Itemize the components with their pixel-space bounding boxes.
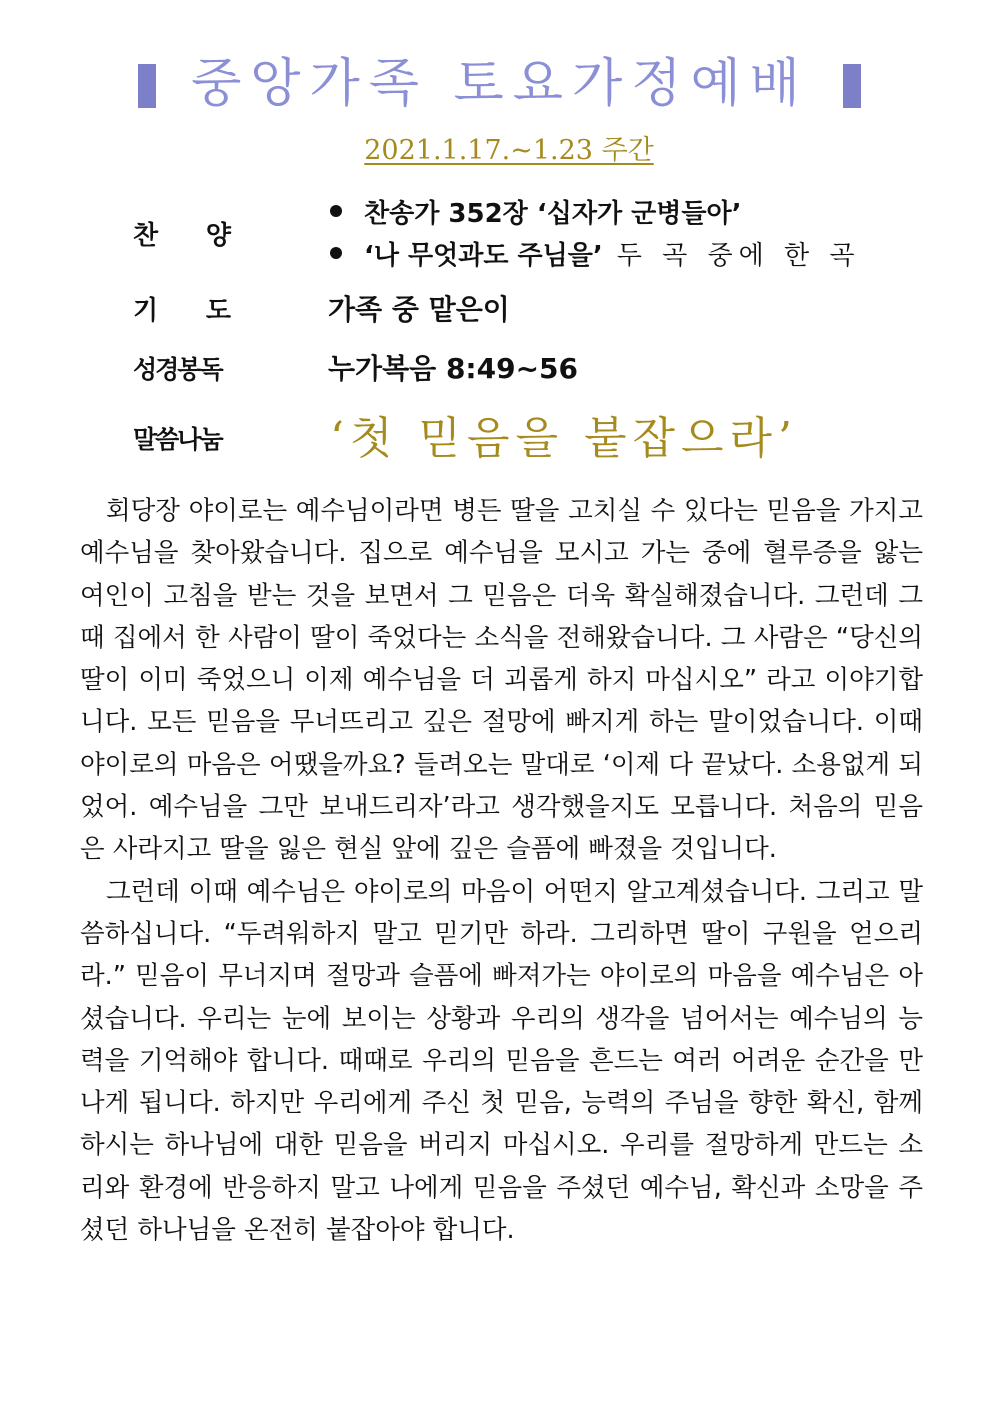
hymn-label-char-1: 찬	[133, 221, 159, 251]
hymn-title: ‘나 무엇과도 주님을’	[364, 240, 603, 271]
body-paragraph: 그런데 이때 예수님은 야이로의 마음이 어떤지 알고계셨습니다. 그리고 말씀하십니다. “두려워하지 말고 믿기만 하라. 그리하면 딸이 구원을 얻으리라.” 믿음이 무너지며 절망과 슬픔에 빠져가는 야이로의 마음을 예수님은 아셨습니다. 우리는 눈에 보이는 상황과 우리의 생각을 넘어서는 예수님의 능력을 기억해야 합니다. 때때로 우리의 믿음을 흔드는 여러 어려운 순간을 만나게 됩니다. 하지만 우리에게 주신 첫 믿음, 능력의 주님을 향한 확신, 함께 하시는 하나님에 대한 믿음을 버리지 마십시오. 우리를 절망하게 만드는 소리와 환경에 반응하지 말고 나에게 믿음을 주셨던 예수님, 확신과 소망을 주셨던 하나님을 온전히 붙잡아야 합니다.	[80, 876, 923, 1246]
hymn-item	[328, 190, 928, 232]
sermon-body	[80, 490, 923, 1251]
prayer-label	[133, 290, 231, 327]
hymn-title: 찬송가 352장 ‘십자가 군병들아’	[364, 198, 742, 229]
hymn-list	[328, 190, 928, 274]
sermon-label: 말씀나눔	[133, 425, 222, 454]
title-row	[0, 44, 992, 124]
title-bar-right	[843, 64, 861, 108]
bullet-icon	[330, 247, 342, 259]
body-paragraph: 회당장 야이로는 예수님이라면 병든 딸을 고치실 수 있다는 믿음을 가지고 예수님을 찾아왔습니다. 집으로 예수님을 모시고 가는 중에 혈루증을 앓는 여인이 고침을 받는 것을 보면서 그 믿음은 더욱 확실해졌습니다. 그런데 그때 집에서 한 사람이 딸이 죽었다는 소식을 전해왔습니다. 그 사람은 “당신의 딸이 이미 죽었으니 이제 예수님을 더 괴롭게 하지 마십시오” 라고 이야기합니다. 모든 믿음을 무너뜨리고 깊은 절망에 빠지게 하는 말이었습니다. 이때 야이로의 마음은 어땠을까요? 들려오는 말대로 ‘이제 다 끝났다. 소용없게 되었어. 예수님을 그만 보내드리자’라고 생각했을지도 모릅니다. 처음의 믿음은 사라지고 딸을 잃은 현실 앞에 깊은 슬픔에 빠졌을 것입니다.	[80, 496, 923, 865]
bullet-icon	[330, 205, 342, 217]
page-title: 중앙가족 토요가정예배	[191, 54, 809, 114]
sermon-title: ‘첫 믿음을 붙잡으라’	[330, 413, 798, 464]
reading-value: 누가복음 8:49~56	[328, 352, 579, 385]
week-date	[0, 132, 992, 170]
hymn-item	[328, 232, 928, 274]
title-bar-left	[138, 64, 156, 108]
reading-label: 성경봉독	[133, 355, 222, 384]
prayer-label-char-1: 기	[133, 296, 159, 326]
hymn-label-char-2: 양	[205, 221, 231, 251]
hymn-note: 두 곡 중에 한 곡	[616, 240, 861, 271]
prayer-value: 가족 중 맡은이	[328, 293, 510, 326]
week-date-text: 2021.1.17.~1.23 주간	[364, 135, 654, 166]
hymn-label	[133, 215, 231, 252]
prayer-label-char-2: 도	[205, 296, 231, 326]
